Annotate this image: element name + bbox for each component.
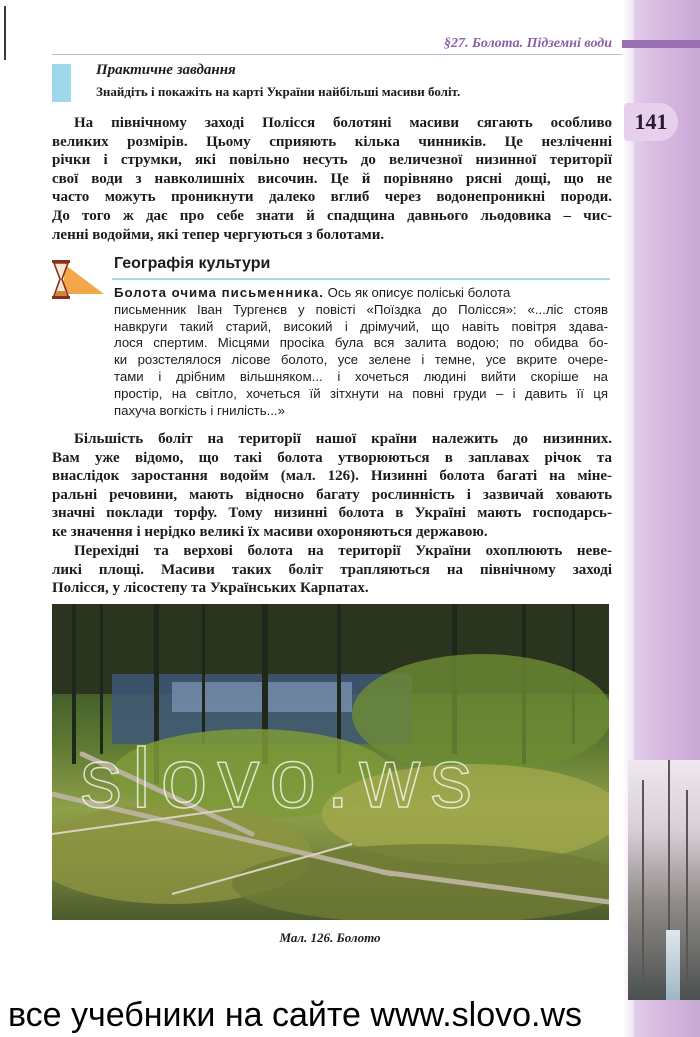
culture-rule: [112, 278, 610, 280]
task-text: Знайдіть і покажіть на карті України найбільші масиви боліт.: [96, 84, 461, 99]
task-title: Практичне завдання: [96, 62, 236, 78]
culture-line: Ось як описує поліські болота: [323, 285, 511, 300]
paragraph-line: Перехідні та верхові болота на території України охоплюють неве-: [74, 543, 612, 559]
paragraph-line: часто можуть проникнути далеко вглиб через водонепроникні породи.: [52, 189, 612, 206]
culture-line: ки розстелялося лісове болото, усе зелене і темне, усе вкрите очере-: [114, 352, 608, 368]
task-marker-bar: [52, 64, 71, 102]
page-number: 141: [634, 109, 668, 134]
paragraph-line: внаслідок заростання водойм (мал. 126). Низинні болота багаті на міне-: [52, 468, 612, 485]
figure-caption: Мал. 126. Болото: [279, 930, 381, 945]
hourglass-icon: [50, 258, 104, 302]
paragraph-line: Полісся, у лісостепу та Українських Карпатах.: [52, 580, 369, 597]
page-edge-line: [4, 6, 6, 60]
paragraph-line: ральні речовини, мають відносно багату рослинність і зазвичай ховають: [52, 486, 612, 503]
header-rule: [52, 54, 622, 55]
culture-section-title: Географія культури: [114, 255, 271, 272]
culture-line: письменник Іван Тургенєв у повісті «Поїздка до Полісся»: «...ліс стояв: [114, 301, 608, 317]
culture-lead: Болота очима письменника.: [114, 285, 324, 300]
culture-line: лося спертим. Місцями просіка була вся залита водою; по обидва бо-: [114, 335, 608, 351]
running-head: §27. Болота. Підземні води: [443, 36, 612, 51]
margin-decorative-photo: [628, 760, 700, 1000]
page-number-badge: [624, 103, 678, 141]
watermark: slovo.ws: [80, 731, 483, 825]
paragraph-line: ленні водойми, які тепер чергуються з болотами.: [52, 226, 385, 243]
culture-line: простір, на світло, хочеться їй зітхнути на повні груди – і давить її ця: [114, 385, 608, 401]
paragraph-2: [52, 430, 612, 542]
footer-banner: все учебники на сайте www.slovo.ws: [8, 996, 583, 1034]
culture-line: тами і дрібним вільшняком... і хочеться людині вийти скоріше на: [114, 368, 608, 384]
paragraph-line: річки і струмки, які повільно несуть до величезної низинної території: [52, 152, 612, 169]
paragraph-1: [52, 114, 612, 244]
paragraph-line: ке значення і нерідко великі їх масиви охороняються державою.: [52, 523, 488, 540]
paragraph-line: значні поклади торфу. Тому низинні болота в Україні мають господарсь-: [52, 505, 612, 522]
paragraph-line: ликі площі. Масиви таких боліт трапляються на північному заході: [52, 561, 612, 578]
paragraph-line: Більшість боліт на території нашої країни належить до низинних.: [74, 431, 612, 447]
culture-quote: [114, 285, 608, 419]
margin-color-strip: [622, 40, 700, 48]
paragraph-3: [52, 542, 612, 598]
paragraph-line: свої води з навколишніх височин. Це й порівняно рясні дощі, що не: [52, 170, 612, 187]
culture-line: навкруги такий старий, високий і дрімучий, що навіть повітря здава-: [114, 318, 608, 334]
paragraph-line: На північному заході Полісся болотяні масиви сягають особливо: [74, 115, 612, 131]
paragraph-line: великих розмірів. Цьому сприяють кілька чинників. Це незліченні: [52, 133, 612, 150]
paragraph-line: До того ж дає про себе знати й спадщина давнього льодовика – чис-: [52, 207, 612, 224]
paragraph-line: Вам уже відомо, що такі болота утворюються в заплавах річок та: [52, 449, 612, 466]
culture-line: пахуча вогкість і гнилість...»: [114, 402, 285, 418]
